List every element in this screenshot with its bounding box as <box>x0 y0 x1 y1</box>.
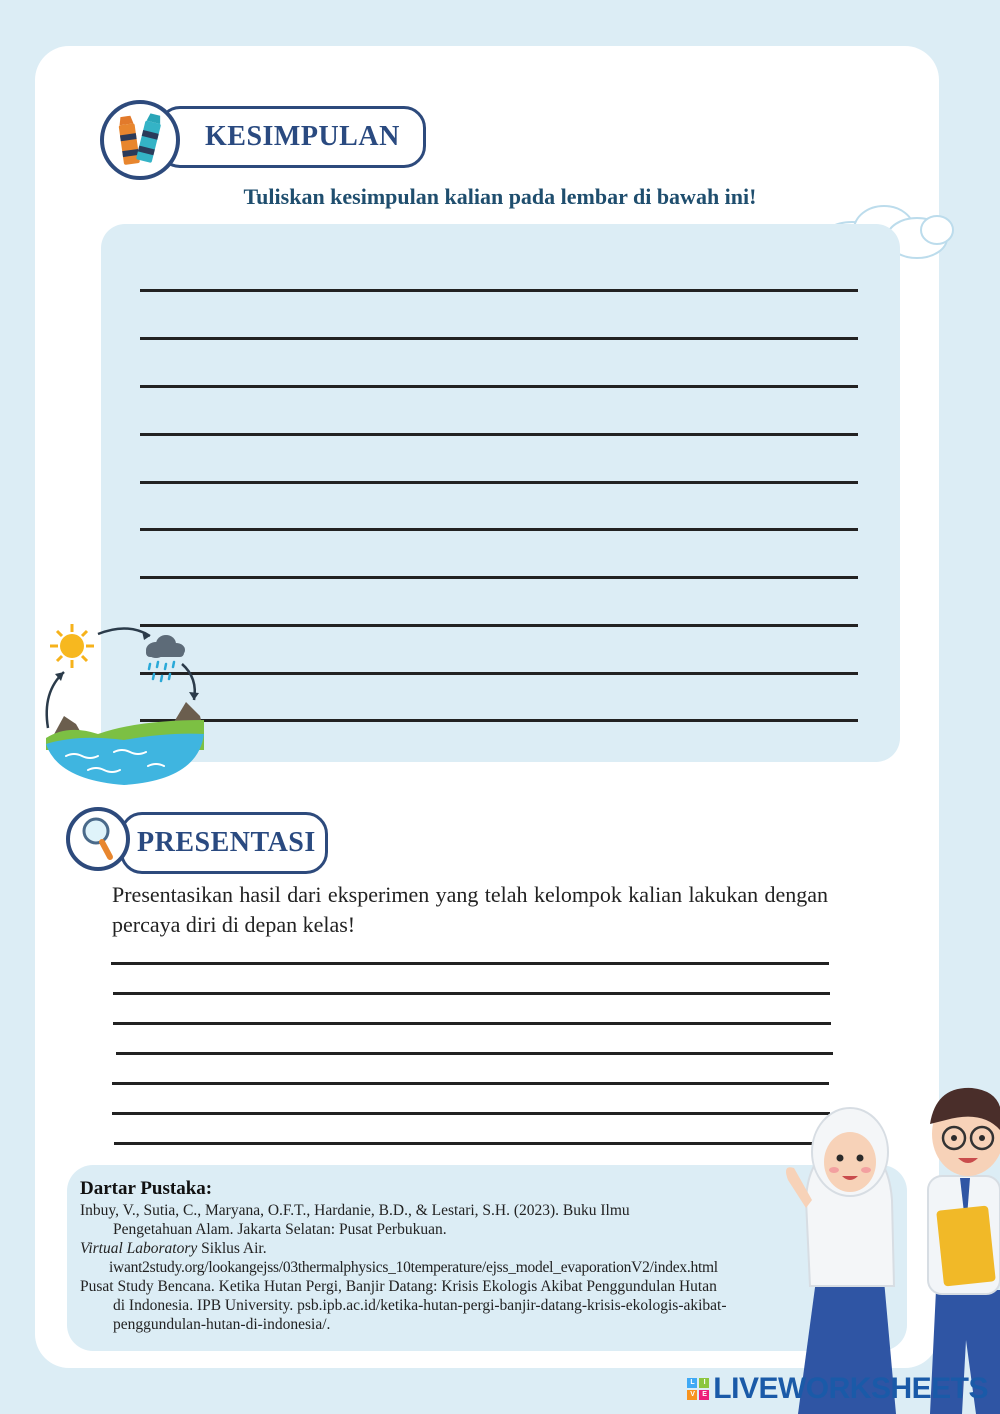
conclusion-writing-area[interactable] <box>101 224 900 762</box>
bib-entry-3-line2: di Indonesia. IPB University. psb.ipb.ac.id/ketika-hutan-pergi-banjir-datang-krisis-ekologis-akibat- <box>113 1297 727 1314</box>
brand-name: LIVEWORKSHEETS <box>713 1372 988 1405</box>
bib-entry-3-line3: penggundulan-hutan-di-indonesia/. <box>113 1316 331 1333</box>
bib-entry-3-line1: Pusat Study Bencana. Ketika Hutan Pergi, Banjir Datang: Krisis Ekologis Akibat Penggundulan Hutan <box>80 1278 717 1295</box>
writing-line <box>140 576 858 579</box>
logo-letter: V <box>687 1390 697 1400</box>
writing-line <box>116 1052 833 1055</box>
bib-entry-2-line1 <box>80 1239 267 1258</box>
kesimpulan-instruction: Tuliskan kesimpulan kalian pada lembar di bawah ini! <box>243 184 757 209</box>
bib-entry-2-url[interactable]: iwant2study.org/lookangejss/03thermalphysics_10temperature/ejss_model_evaporationV2/index.html <box>109 1259 718 1276</box>
logo-letter: L <box>687 1378 697 1388</box>
writing-line <box>140 385 858 388</box>
presentasi-text: Presentasikan hasil dari eksperimen yang telah kelompok kalian lakukan dengan percaya diri di depan kelas! <box>112 882 828 937</box>
writing-line <box>140 481 858 484</box>
kesimpulan-title: KESIMPULAN <box>158 106 426 168</box>
writing-line <box>113 992 830 995</box>
writing-line <box>140 337 858 340</box>
writing-line <box>112 1082 829 1085</box>
bib-entry-1-line2: Pengetahuan Alam. Jakarta Selatan: Pusat Perbukuan. <box>113 1221 447 1238</box>
liveworksheets-logo-icon <box>687 1378 709 1400</box>
bib-entry-2-italic: Virtual Laboratory <box>80 1240 198 1257</box>
writing-line <box>113 1022 831 1025</box>
logo-letter: E <box>699 1390 709 1400</box>
students-illustration <box>776 1080 1000 1414</box>
bib-entry-1-line1: Inbuy, V., Sutia, C., Maryana, O.F.T., Hardanie, B.D., & Lestari, S.H. (2023). Buku Ilmu <box>80 1202 630 1219</box>
writing-line <box>140 719 858 722</box>
writing-line <box>114 1142 830 1145</box>
writing-line <box>140 433 858 436</box>
liveworksheets-brand[interactable] <box>687 1372 988 1406</box>
magnifier-icon <box>66 807 130 871</box>
bibliography-title: Dartar Pustaka: <box>80 1178 213 1199</box>
writing-line <box>111 962 829 965</box>
writing-line <box>140 624 858 627</box>
water-cycle-icon <box>38 620 210 788</box>
writing-line <box>140 528 858 531</box>
writing-line <box>140 672 858 675</box>
writing-line <box>140 289 858 292</box>
writing-line <box>112 1112 830 1115</box>
crayons-icon <box>100 100 180 180</box>
bib-entry-2-rest: Siklus Air. <box>197 1240 267 1257</box>
logo-letter: I <box>699 1378 709 1388</box>
presentasi-title: PRESENTASI <box>120 812 328 874</box>
